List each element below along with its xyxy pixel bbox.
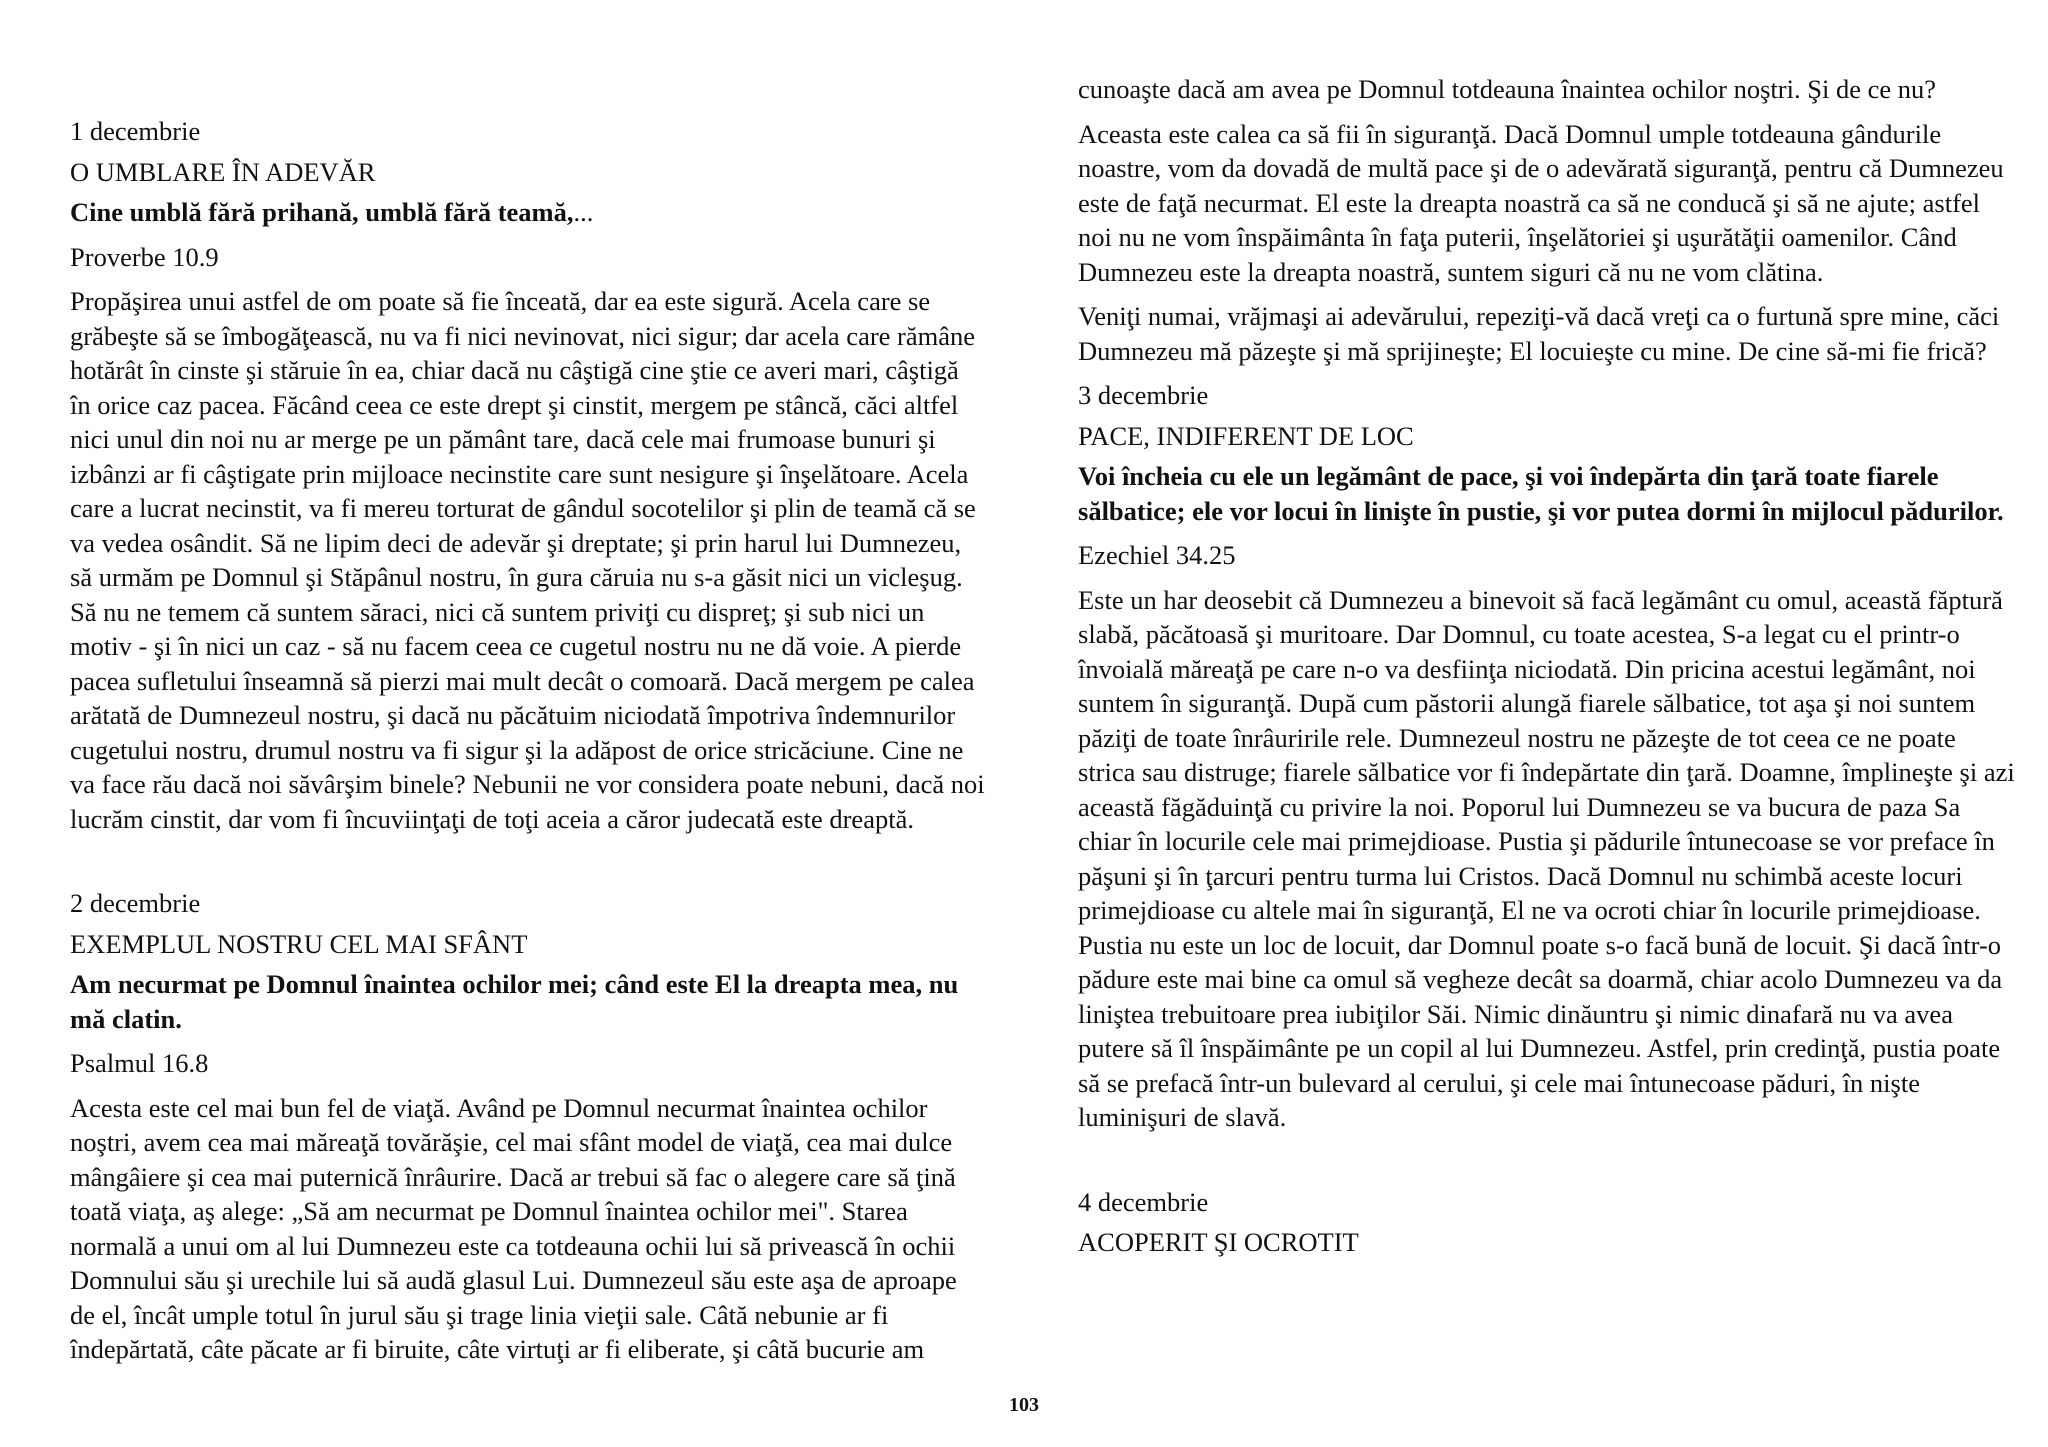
continued-paragraph: Veniţi numai, vrăjmaşi ai adevărului, repeziţi-vă dacă vreţi ca o furtună spre mine, căci Dumnezeu mă păzeşte şi mă sprijineşte; El locuieşte cu mine. De cine să-mi fie frică? — [1078, 301, 2000, 366]
right-column — [1078, 0, 2018, 1400]
entry-reference: Ezechiel 34.25 — [1078, 540, 1236, 570]
entry-body: Acesta este cel mai bun fel de viaţă. Având pe Domnul necurmat înaintea ochilor noştri, avem cea mai măreaţă tovărăşie, cel mai sfânt model de viaţă, cea mai dulce mângâiere şi cea mai puternică înrâurire. Dacă ar trebui să fac o alegere care să ţină toată viaţa, aş alege: „Să am necurmat pe Domnul înaintea ochilor mei". Starea normală a unui om al lui Dumnezeu este ca totdeauna ochii lui să privească în ochii Domnului său şi urechile lui să audă glasul Lui. Dumnezeul său este aşa de aproape de el, încât umple totul în jurul său şi trage linia vieţii sale. Câtă nebunie ar fi îndepărtată, câte păcate ar fi biruite, câte virtuţi ar fi eliberate, şi câtă bucurie am — [70, 1092, 957, 1364]
devotional-entry-dec-1 — [70, 114, 985, 836]
entry-verse: Am necurmat pe Domnul înaintea ochilor mei; când este El la dreapta mea, nu mă clatin. — [70, 969, 959, 1034]
entry-title: EXEMPLUL NOSTRU CEL MAI SFÂNT — [70, 928, 528, 959]
entry-reference: Psalmul 16.8 — [70, 1048, 209, 1078]
continued-text-dec-2 — [1078, 72, 2018, 368]
devotional-entry-dec-4 — [1078, 1185, 2018, 1260]
entry-title: O UMBLARE ÎN ADEVĂR — [70, 156, 376, 187]
entry-verse: Voi încheia cu ele un legământ de pace, şi voi îndepărta din ţară toate fiarele sălbatice; ele vor locui în linişte în pustie, şi vor putea dormi în mijlocul pădurilor. — [1078, 461, 2004, 526]
entry-reference: Proverbe 10.9 — [70, 241, 219, 272]
entry-date: 3 decembrie — [1078, 380, 1209, 410]
entry-verse — [70, 195, 985, 230]
entry-title: PACE, INDIFERENT DE LOC — [1078, 420, 1414, 451]
entry-title: ACOPERIT ŞI OCROTIT — [1078, 1227, 1359, 1257]
entry-date: 2 decembrie — [70, 888, 201, 918]
entry-date: 4 decembrie — [1078, 1186, 1209, 1217]
entry-verse-text: Cine umblă fără prihană, umblă fără teamă, — [70, 197, 574, 227]
entry-date: 1 decembrie — [70, 116, 201, 146]
entry-verse-ellipsis: ... — [573, 197, 594, 227]
left-column — [70, 0, 985, 1400]
page-number: 103 — [1009, 1394, 1039, 1416]
continued-paragraph: Aceasta este calea ca să fii în siguranţă. Dacă Domnul umple totdeauna gândurile noastre, vom da dovadă de multă pace şi de o adevărată siguranţă, pentru că Dumnezeu este de faţă necurmat. El este la dreapta noastră ca să ne conducă şi să ne ajute; astfel noi nu ne vom înspăimânta în faţa puterii, înşelătoriei şi uşurătăţii oamenilor. Când Dumnezeu este la dreapta noastră, suntem siguri că nu ne vom clătina. — [1078, 118, 2004, 287]
devotional-entry-dec-3 — [1078, 378, 2018, 1135]
devotional-entry-dec-2 — [70, 886, 985, 1367]
entry-body: Propăşirea unui astfel de om poate să fie înceată, dar ea este sigură. Acela care se grăbeşte să se îmbogăţească, nu va fi nici nevinovat, nici sigur; dar acela care rămâne hotărât în cinste şi stăruie în ea, chiar dacă nu câştigă cine ştie ce averi mari, câştigă în orice caz pacea. Făcând ceea ce este drept şi cinstit, mergem pe stâncă, căci altfel nici unul din noi nu ar merge pe un pământ tare, dacă cele mai frumoase bunuri şi izbânzi ar fi câştigate prin mijloace necinstite care sunt nesigure şi înşelătoare. Acela care a lucrat necinstit, va fi mereu torturat de gândul socotelilor şi plin de teamă că se va vedea osândit. Să ne lipim deci de adevăr şi dreptate; şi prin harul lui Dumnezeu, să urmăm pe Domnul şi Stăpânul nostru, în gura căruia nu s-a găsit nici un vicleşug. Să nu ne temem că suntem săraci, nici că suntem priviţi cu dispreţ; şi sub nici un motiv - şi în nici un caz - să nu facem ceea ce cugetul nostru nu ne dă voie. A pierde pacea sufletului înseamnă să pierzi mai mult decât o comoară. Dacă mergem pe calea arătată de Dumnezeul nostru, şi dacă nu păcătuim niciodată împotriva îndemnurilor cugetului nostru, drumul nostru va fi sigur şi la adăpost de orice stricăciune. Cine ne va face rău dacă noi săvârşim binele? Nebunii ne vor considera poate nebuni, dacă noi lucrăm cinstit, dar vom fi încuviinţaţi de toţi aceia a căror judecată este dreaptă. — [70, 286, 985, 834]
entry-body: Este un har deosebit că Dumnezeu a binevoit să facă legământ cu omul, această făptură slabă, păcătoasă şi muritoare. Dar Domnul, cu toate acestea, S-a legat cu el printr-o învoială măreaţă pe care n-o va desfiinţa niciodată. Din pricina acestui legământ, noi suntem în siguranţă. După cum păstorii alungă fiarele sălbatice, tot aşa şi noi suntem păziţi de toate înrâuririle rele. Dumnezeul nostru ne păzeşte de tot ceea ce ne poate strica sau distruge; fiarele sălbatice vor fi îndepărtate din ţară. Doamne, împlineşte şi azi această făgăduinţă cu privire la noi. Poporul lui Dumnezeu se va bucura de paza Sa chiar în locurile cele mai primejdioase. Pustia şi pădurile întunecoase se vor preface în păşuni şi în ţarcuri pentru turma lui Cristos. Dacă Domnul nu schimbă aceste locuri primejdioase cu altele mai în siguranţă, El ne va ocroti chiar în locurile primejdioase. Pustia nu este un loc de locuit, dar Domnul poate s-o facă bună de locuit. Şi dacă într-o pădure este mai bine ca omul să vegheze decât sa doarmă, chiar acolo Dumnezeu va da liniştea trebuitoare prea iubiţilor Săi. Nimic dinăuntru şi nimic dinafară nu va avea putere să îl înspăimânte pe un copil al lui Dumnezeu. Astfel, prin credinţă, pustia poate să se prefacă într-un bulevard al cerului, şi cele mai întunecoase păduri, în nişte luminişuri de slavă. — [1078, 584, 2015, 1132]
continued-paragraph: cunoaşte dacă am avea pe Domnul totdeauna înaintea ochilor noştri. Şi de ce nu? — [1078, 74, 1936, 104]
